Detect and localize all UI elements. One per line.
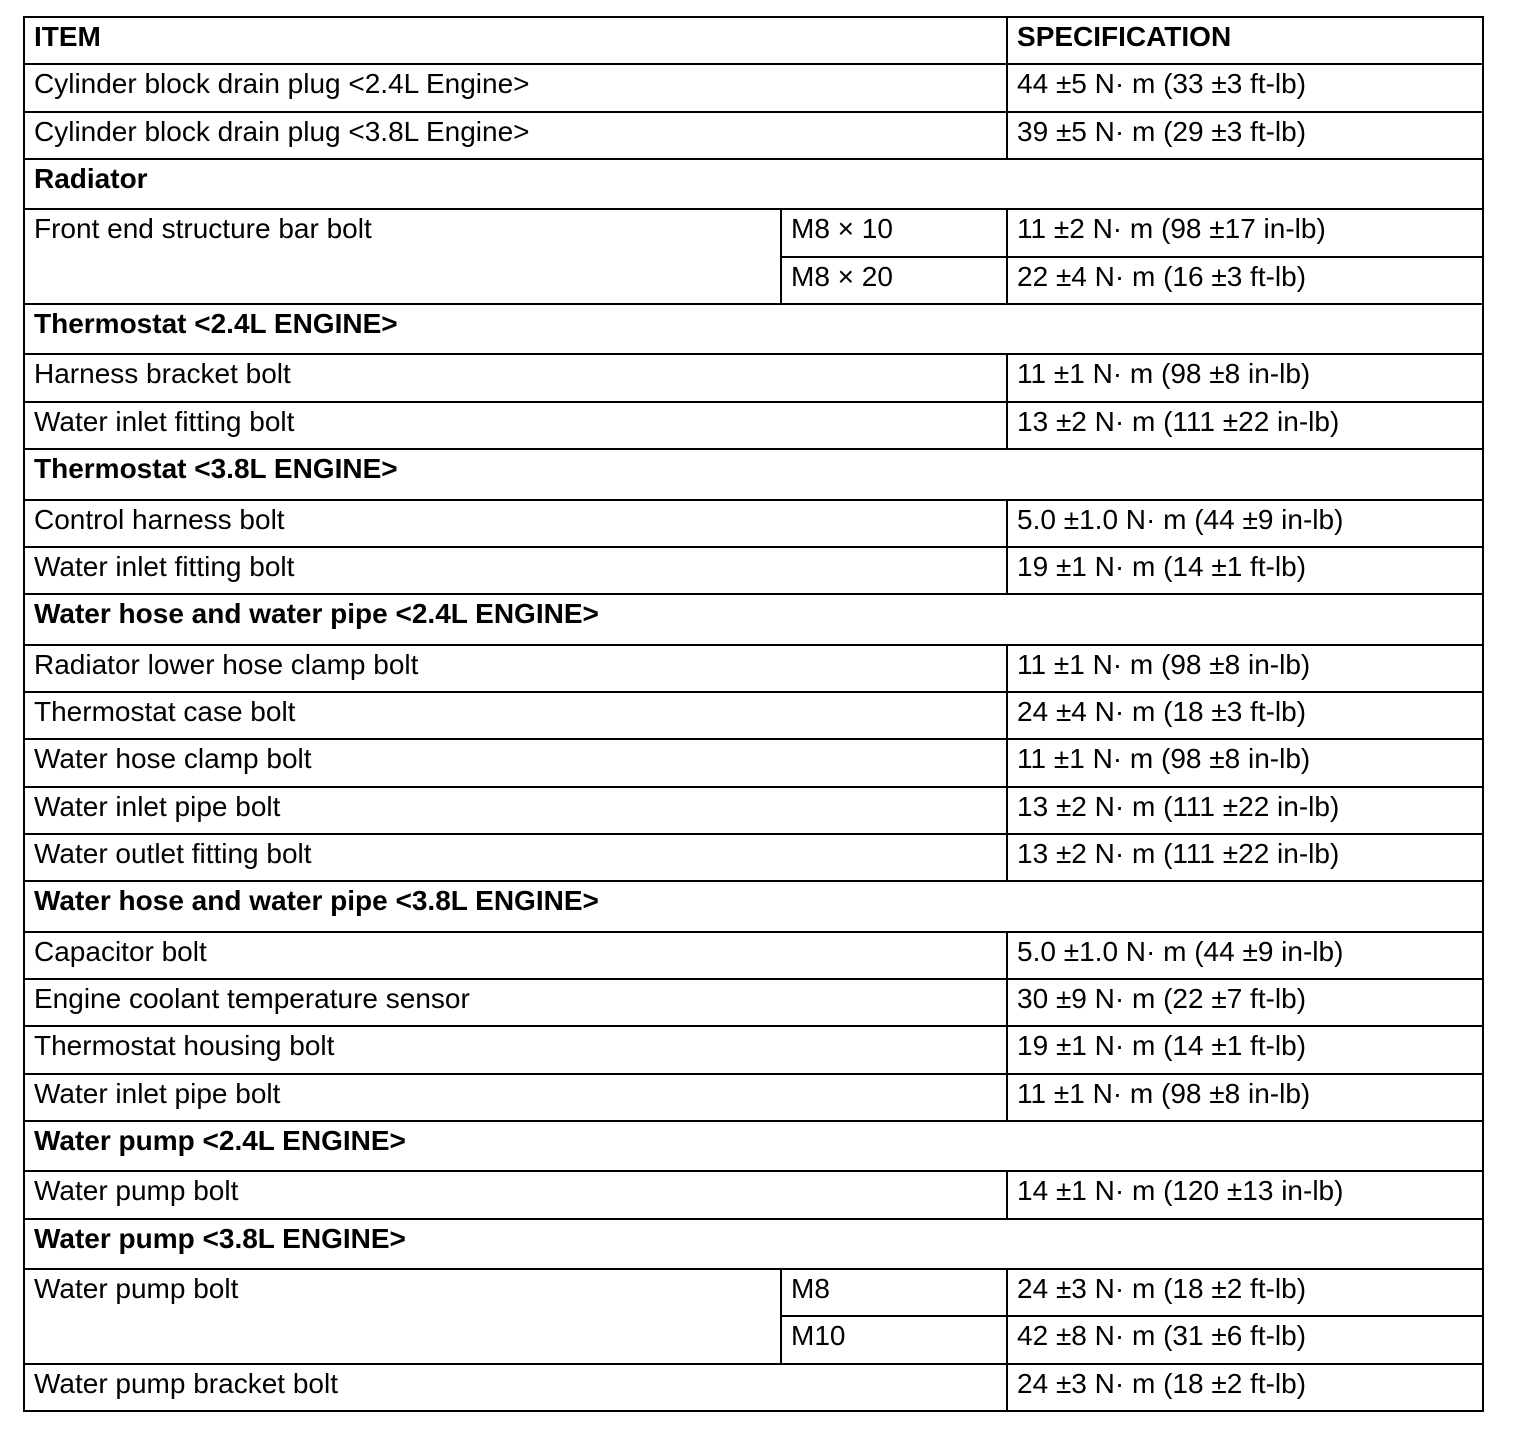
item-cell: Water pump bolt: [24, 1269, 781, 1364]
section-title: Water hose and water pipe <3.8L ENGINE>: [24, 881, 1483, 932]
section-title: Thermostat <2.4L ENGINE>: [24, 304, 1483, 355]
item-cell: Thermostat housing bolt: [24, 1026, 1007, 1073]
spec-cell: 11 ±1 N· m (98 ±8 in-lb): [1007, 739, 1483, 786]
table-row: [24, 112, 1483, 159]
table-row: [24, 209, 1483, 256]
spec-cell: 11 ±1 N· m (98 ±8 in-lb): [1007, 645, 1483, 692]
table-row: [24, 739, 1483, 786]
spec-cell: 11 ±2 N· m (98 ±17 in-lb): [1007, 209, 1483, 256]
section-title: Water pump <2.4L ENGINE>: [24, 1121, 1483, 1172]
size-cell: M8 × 10: [781, 209, 1007, 256]
spec-cell: 44 ±5 N· m (33 ±3 ft-lb): [1007, 64, 1483, 111]
table-row: [24, 787, 1483, 834]
item-cell: Water outlet fitting bolt: [24, 834, 1007, 881]
spec-cell: 13 ±2 N· m (111 ±22 in-lb): [1007, 834, 1483, 881]
item-cell: Front end structure bar bolt: [24, 209, 781, 304]
item-cell: Water pump bolt: [24, 1171, 1007, 1218]
table-row: [24, 1171, 1483, 1218]
spec-cell: 19 ±1 N· m (14 ±1 ft-lb): [1007, 1026, 1483, 1073]
item-cell: Harness bracket bolt: [24, 354, 1007, 401]
section-row: [24, 1219, 1483, 1270]
header-item: ITEM: [24, 17, 1007, 64]
size-cell: M8: [781, 1269, 1007, 1316]
spec-cell: 22 ±4 N· m (16 ±3 ft-lb): [1007, 257, 1483, 304]
table-row: [24, 1269, 1483, 1316]
item-cell: Water hose clamp bolt: [24, 739, 1007, 786]
spec-cell: 24 ±4 N· m (18 ±3 ft-lb): [1007, 692, 1483, 739]
spec-cell: 24 ±3 N· m (18 ±2 ft-lb): [1007, 1364, 1483, 1411]
spec-cell: 11 ±1 N· m (98 ±8 in-lb): [1007, 1074, 1483, 1121]
table-row: [24, 645, 1483, 692]
section-row: [24, 594, 1483, 645]
section-row: [24, 881, 1483, 932]
spec-cell: 11 ±1 N· m (98 ±8 in-lb): [1007, 354, 1483, 401]
item-cell: Capacitor bolt: [24, 932, 1007, 979]
item-cell: Water pump bracket bolt: [24, 1364, 1007, 1411]
section-row: [24, 304, 1483, 355]
item-cell: Water inlet fitting bolt: [24, 402, 1007, 449]
table-row: [24, 64, 1483, 111]
item-cell: Thermostat case bolt: [24, 692, 1007, 739]
size-cell: M10: [781, 1316, 1007, 1363]
spec-cell: 24 ±3 N· m (18 ±2 ft-lb): [1007, 1269, 1483, 1316]
table-row: [24, 547, 1483, 594]
header-row: [24, 17, 1483, 64]
table-row: [24, 1026, 1483, 1073]
section-row: [24, 449, 1483, 500]
spec-table-body: [24, 17, 1483, 1411]
table-row: [24, 1364, 1483, 1411]
spec-cell: 39 ±5 N· m (29 ±3 ft-lb): [1007, 112, 1483, 159]
spec-cell: 42 ±8 N· m (31 ±6 ft-lb): [1007, 1316, 1483, 1363]
item-cell: Cylinder block drain plug <3.8L Engine>: [24, 112, 1007, 159]
section-title: Water hose and water pipe <2.4L ENGINE>: [24, 594, 1483, 645]
table-row: [24, 932, 1483, 979]
item-cell: Cylinder block drain plug <2.4L Engine>: [24, 64, 1007, 111]
torque-spec-table: [23, 16, 1484, 1412]
item-cell: Water inlet fitting bolt: [24, 547, 1007, 594]
section-title: Thermostat <3.8L ENGINE>: [24, 449, 1483, 500]
table-row: [24, 402, 1483, 449]
spec-cell: 30 ±9 N· m (22 ±7 ft-lb): [1007, 979, 1483, 1026]
spec-cell: 5.0 ±1.0 N· m (44 ±9 in-lb): [1007, 932, 1483, 979]
section-row: [24, 159, 1483, 210]
section-row: [24, 1121, 1483, 1172]
spec-cell: 5.0 ±1.0 N· m (44 ±9 in-lb): [1007, 500, 1483, 547]
table-row: [24, 979, 1483, 1026]
size-cell: M8 × 20: [781, 257, 1007, 304]
table-row: [24, 1074, 1483, 1121]
item-cell: Water inlet pipe bolt: [24, 1074, 1007, 1121]
section-title: Radiator: [24, 159, 1483, 210]
item-cell: Control harness bolt: [24, 500, 1007, 547]
spec-cell: 19 ±1 N· m (14 ±1 ft-lb): [1007, 547, 1483, 594]
item-cell: Water inlet pipe bolt: [24, 787, 1007, 834]
table-row: [24, 692, 1483, 739]
table-row: [24, 500, 1483, 547]
item-cell: Radiator lower hose clamp bolt: [24, 645, 1007, 692]
section-title: Water pump <3.8L ENGINE>: [24, 1219, 1483, 1270]
spec-cell: 14 ±1 N· m (120 ±13 in-lb): [1007, 1171, 1483, 1218]
table-row: [24, 354, 1483, 401]
table-row: [24, 834, 1483, 881]
spec-cell: 13 ±2 N· m (111 ±22 in-lb): [1007, 402, 1483, 449]
item-cell: Engine coolant temperature sensor: [24, 979, 1007, 1026]
header-specification: SPECIFICATION: [1007, 17, 1483, 64]
spec-cell: 13 ±2 N· m (111 ±22 in-lb): [1007, 787, 1483, 834]
